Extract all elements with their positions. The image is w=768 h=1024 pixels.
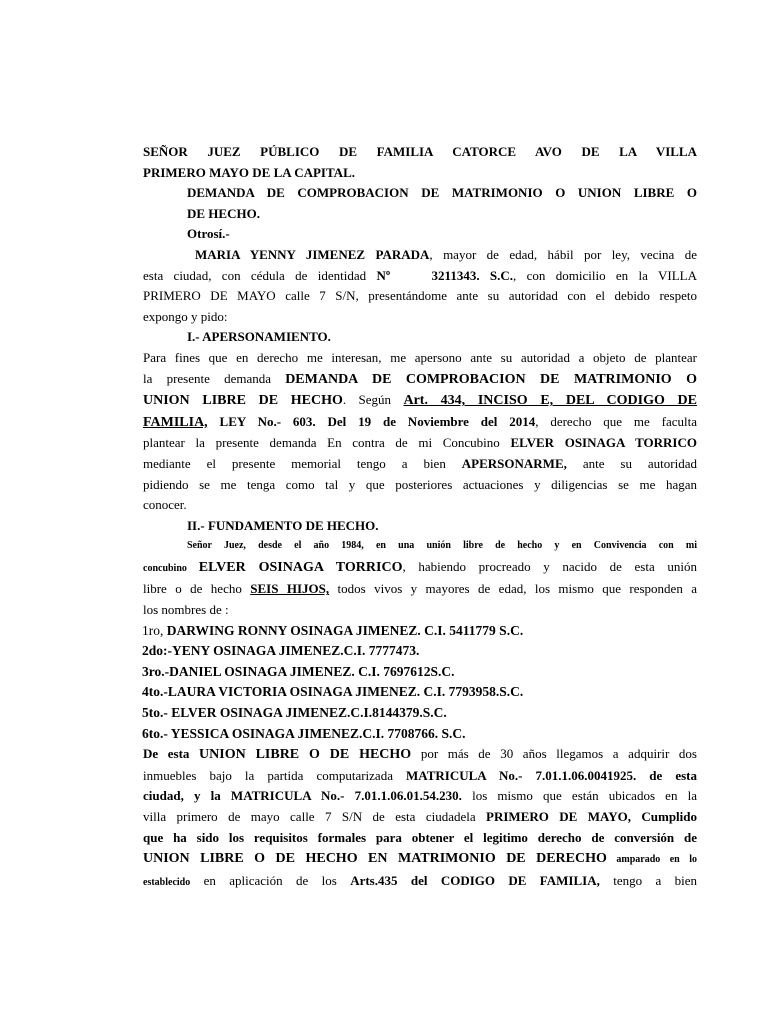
list-item: 2do:-YENY OSINAGA JIMENEZ.C.I. 7777473. — [142, 643, 420, 659]
intro-text: , con domicilio en la VILLA — [513, 267, 697, 283]
closing-line6 — [143, 848, 697, 871]
section1-line1: Para fines que en derecho me interesan, me apersono ante su autoridad a objeto de plantear — [143, 349, 697, 365]
closing-line3 — [143, 786, 697, 807]
defendant-name: ELVER OSINAGA TORRICO — [510, 435, 697, 451]
intro-line4: expongo y pido: — [143, 308, 228, 324]
section2-line1: Señor Juez, desde el año 1984, en una unión libre de hecho y en Convivencia con mi — [187, 540, 697, 552]
intro-line3: PRIMERO DE MAYO calle 7 S/N, presentándome ante su autoridad con el debido respeto — [143, 288, 697, 304]
demand-name: UNION LIBRE DE HECHO — [143, 393, 343, 409]
section1-line8: conocer. — [143, 497, 187, 513]
closing-text: los mismo que están ubicados en la — [461, 788, 697, 804]
demand-title-line1: DEMANDA DE COMPROBACION DE MATRIMONIO O UNION LIBRE O — [187, 185, 697, 201]
section1-line5 — [143, 433, 697, 454]
section2-line2 — [143, 557, 697, 580]
demand-name: DEMANDA DE COMPROBACION DE MATRIMONIO O — [285, 371, 697, 387]
section1-line7: pidiendo se me tenga como tal y que posteriores actuaciones y diligencias se me hagan — [143, 476, 697, 492]
section1-title: I.- APERSONAMIENTO. — [187, 329, 331, 345]
property-registration: ciudad, y la MATRICULA No.- 7.01.1.06.01.54.230. — [143, 788, 462, 804]
document-body — [143, 142, 697, 893]
court-address-line2: PRIMERO MAYO DE LA CAPITAL. — [143, 164, 355, 180]
closing-line7 — [143, 871, 697, 894]
plaintiff-name: MARIA YENNY JIMENEZ PARADA — [195, 246, 430, 262]
section1-text: mediante el presente memorial tengo a bien — [143, 455, 462, 471]
list-item: 3ro.-DANIEL OSINAGA JIMENEZ. C.I. 7697612S.C. — [142, 663, 455, 679]
law-article: Art. 434, INCISO E, DEL CODIGO DE — [403, 393, 698, 409]
closing-text: tengo a bien — [599, 872, 697, 888]
section1-line3 — [143, 390, 697, 412]
section2-line3 — [143, 579, 697, 600]
property-registration: MATRICULA No.- 7.01.1.06.0041925. de esta — [406, 767, 697, 783]
conversion-request: UNION LIBRE O DE HECHO EN MATRIMONIO DE DERECHO — [143, 851, 607, 867]
closing-line5: que ha sido los requisitos formales para obtener el legitimo derecho de conversión de — [143, 829, 697, 845]
section2-line4: los nombres de : — [143, 602, 229, 618]
section2-text: todos vivos y mayores de edad, los mismo que responden a — [329, 581, 697, 597]
intro-line1 — [143, 245, 697, 266]
section1-line2 — [143, 369, 697, 391]
defendant-name: ELVER OSINAGA TORRICO — [198, 559, 403, 575]
section1-text: , derecho que me faculta — [535, 413, 697, 429]
list-item — [142, 621, 697, 642]
child-name: DARWING RONNY OSINAGA JIMENEZ. C.I. 5411779 S.C. — [166, 622, 524, 638]
closing-text: en aplicación de los — [190, 872, 351, 888]
list-item: 4to.-LAURA VICTORIA OSINAGA JIMENEZ. C.I. 7793958.S.C. — [142, 684, 524, 700]
closing-line2 — [143, 766, 697, 787]
list-prefix: 1ro, — [142, 622, 167, 638]
intro-text: , mayor de edad, hábil por ley, vecina de — [429, 246, 697, 262]
otrosi-label: Otrosí.- — [187, 226, 230, 242]
section1-line6 — [143, 454, 697, 475]
union-type: UNION LIBRE O DE HECHO — [199, 747, 412, 763]
ci-number: 3211343. S.C. — [431, 267, 514, 283]
closing-emphasis: PRIMERO DE MAYO, Cumplido — [486, 809, 698, 824]
closing-line1 — [143, 744, 697, 766]
court-address-line1: SEÑOR JUEZ PÚBLICO DE FAMILIA CATORCE AVO DE LA VILLA — [143, 144, 697, 159]
law-article: Arts.435 del CODIGO DE FAMILIA, — [350, 872, 600, 888]
list-item: 5to.- ELVER OSINAGA JIMENEZ.C.I.8144379.S.C. — [142, 705, 447, 721]
section2-text: concubino — [143, 562, 199, 574]
closing-text: inmuebles bajo la partida computarizada — [143, 767, 407, 783]
closing-line4 — [143, 807, 697, 828]
apersonarme-text: APERSONARME, — [461, 455, 567, 471]
section1-text: plantear la presente demanda En contra de mi Concubino — [143, 435, 511, 451]
intro-line2 — [143, 266, 697, 287]
law-number: LEY No.- 603. Del 19 de Noviembre del 2014 — [207, 413, 536, 429]
section2-title: II.- FUNDAMENTO DE HECHO. — [187, 517, 379, 533]
intro-text: esta ciudad, con cédula de identidad — [143, 267, 377, 283]
ci-label: Nº — [376, 267, 391, 283]
law-article: FAMILIA, — [143, 414, 208, 430]
closing-text: por más de 30 años llegamos a adquirir dos — [411, 746, 697, 762]
section1-text: . Según — [342, 392, 404, 408]
section1-text: la presente demanda — [143, 370, 286, 386]
section1-line4 — [143, 412, 697, 434]
section1-text: ante su autoridad — [566, 455, 698, 471]
list-item: 6to.- YESSICA OSINAGA JIMENEZ.C.I. 7708766. S.C. — [142, 725, 466, 741]
closing-text: villa primero de mayo calle 7 S/N de esta ciudadela — [143, 809, 487, 824]
closing-text: amparado en lo — [606, 854, 697, 866]
closing-text: De esta — [143, 746, 200, 762]
section2-text: libre o de hecho — [143, 581, 251, 597]
children-count: SEIS HIJOS, — [250, 581, 330, 597]
closing-text: establecido — [143, 876, 191, 888]
demand-title-line2: DE HECHO. — [187, 205, 260, 221]
section2-text: , habiendo procreado y nacido de esta unión — [402, 558, 697, 574]
